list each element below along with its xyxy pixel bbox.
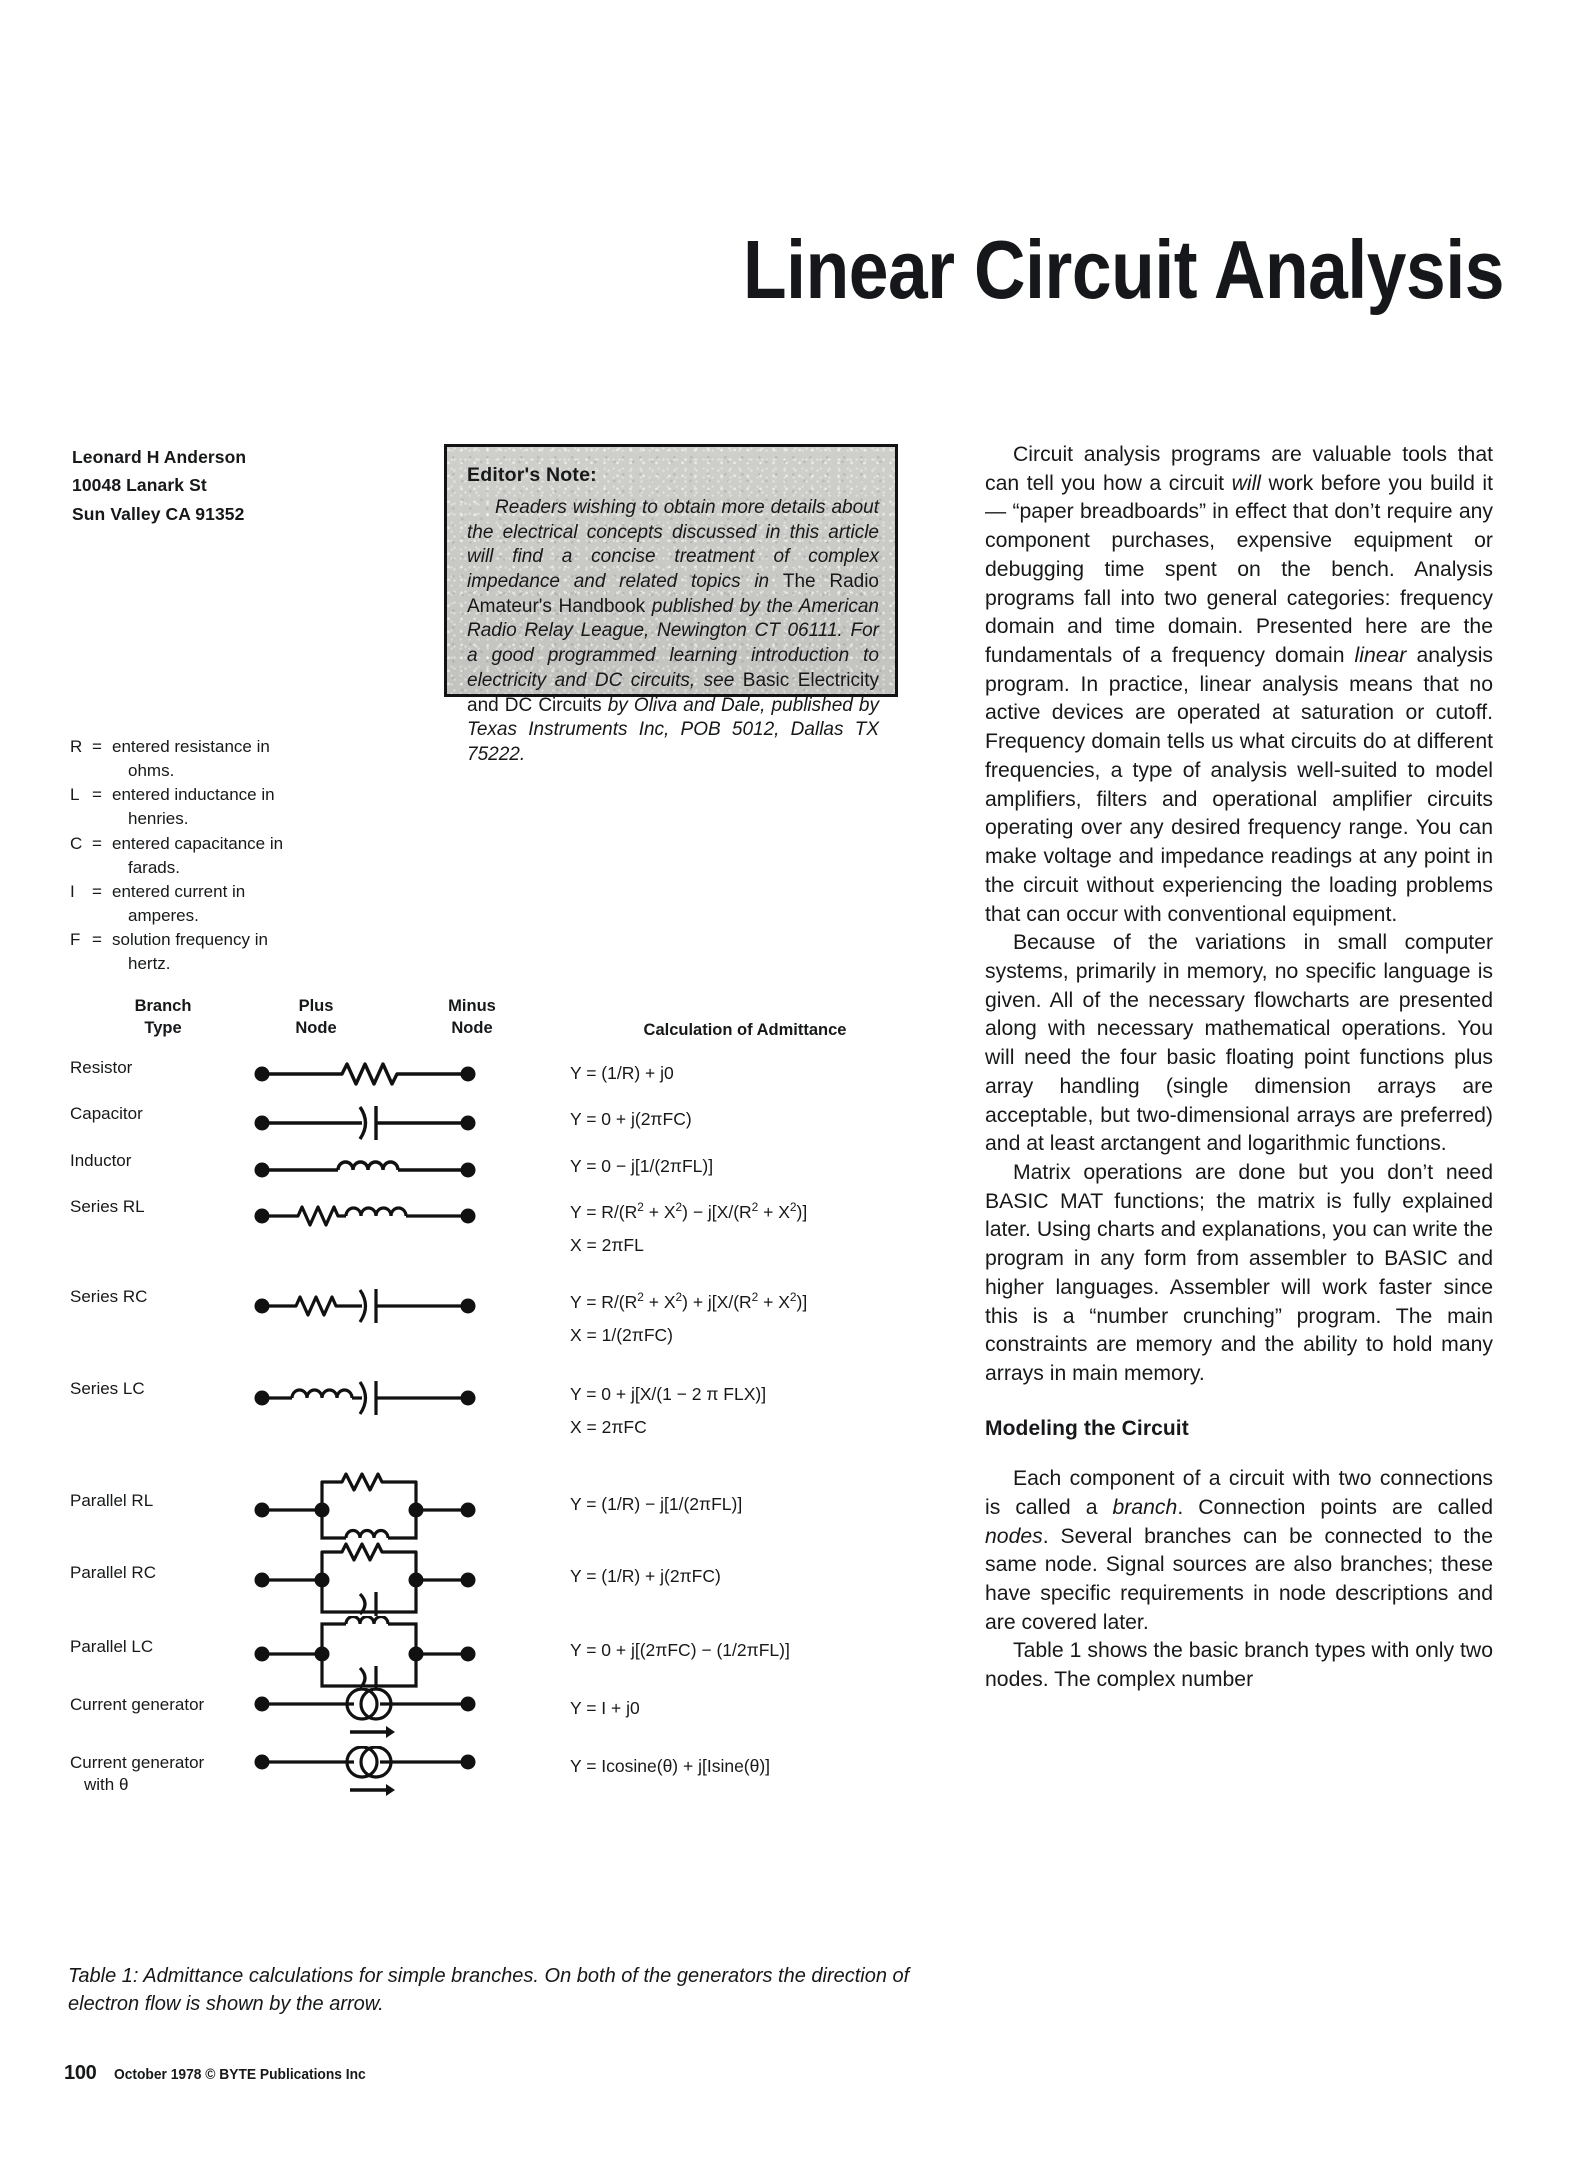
page-title: Linear Circuit Analysis <box>742 222 1504 316</box>
author-street: 10048 Lanark St <box>72 475 207 496</box>
table-row <box>70 1746 950 1806</box>
footer-imprint: October 1978 © BYTE Publications Inc <box>114 2066 367 2083</box>
author-block <box>72 443 402 528</box>
legend-definition: entered current in amperes. <box>112 881 246 925</box>
legend-symbol: R <box>70 737 83 756</box>
column-header-plus-node: Plus Node <box>295 997 337 1038</box>
variable-legend <box>70 735 400 976</box>
current-generator-theta-symbol <box>250 1746 500 1806</box>
section-subhead: Modeling the Circuit <box>985 1416 1189 1440</box>
row-label: Parallel RC <box>70 1563 156 1582</box>
legend-equals: = <box>92 881 102 901</box>
row-calculation: Y = I + j0 <box>570 1698 640 1718</box>
legend-item <box>70 735 400 783</box>
branch-table <box>70 995 950 1806</box>
row-calculation: Y = 0 + j[(2πFC) − (1/2πFL)] <box>570 1640 790 1660</box>
row-label: Parallel LC <box>70 1637 154 1656</box>
legend-definition: entered inductance in henries. <box>112 785 275 829</box>
author-name: Leonard H Anderson <box>72 447 247 467</box>
legend-item <box>70 832 400 880</box>
calc-line-2: X = 1/(2πFC) <box>570 1325 674 1346</box>
row-label: Inductor <box>70 1151 132 1170</box>
row-calculation <box>570 1196 950 1263</box>
body-paragraph-5: Table 1 shows the basic branch types with only two nodes. The complex number <box>985 1639 1493 1692</box>
column-header-branch-type: Branch Type <box>134 997 192 1038</box>
parallel-lc-symbol <box>250 1616 500 1688</box>
legend-symbol: F <box>70 930 81 949</box>
note-seg-2: The Radio Amateur's Handbook <box>467 571 879 617</box>
parallel-rl-symbol <box>250 1472 500 1542</box>
table-row <box>70 1378 950 1472</box>
row-label: Current generator with θ <box>70 1753 205 1795</box>
legend-item <box>70 880 400 928</box>
row-calculation: Y = 0 + j(2πFC) <box>570 1109 692 1129</box>
series-rl-symbol <box>250 1196 500 1286</box>
row-label: Capacitor <box>70 1104 143 1123</box>
table-row <box>70 1286 950 1378</box>
legend-equals: = <box>92 785 102 805</box>
current-generator-symbol <box>250 1688 500 1746</box>
row-calculation: Y = (1/R) + j0 <box>570 1063 674 1083</box>
parallel-rc-symbol <box>250 1542 500 1616</box>
row-label: Resistor <box>70 1058 133 1077</box>
row-calculation <box>570 1378 950 1445</box>
body-paragraph-4: Each component of a circuit with two connections is called a branch. Connection points are called nodes. Several branches can be connected to the same node. Signal sources are also branches; these have specific requirements in node descriptions and are covered later. <box>985 1467 1493 1634</box>
table-row <box>70 1196 950 1286</box>
note-seg-1: Readers wishing to obtain more details about the electrical concepts discussed in this article will find a concise treatment of complex impedance and related topics in <box>467 497 879 593</box>
editors-note-body <box>465 496 879 768</box>
legend-item <box>70 783 400 831</box>
column-header-minus-node: Minus Node <box>448 997 496 1038</box>
body-paragraph-2: Because of the variations in small computer systems, primarily in memory, no specific language is given. All of the necessary flowcharts are presented along with necessary mathematical operations. You will need the four basic floating point functions plus array handling (single dimension arrays are acceptable, but two-dimensional arrays are preferred) and at least arctangent and logarithmic functions. <box>985 931 1493 1156</box>
table-header-row <box>70 995 950 1057</box>
table-row <box>70 1057 950 1103</box>
table-row <box>70 1688 950 1746</box>
article-body <box>985 441 1493 1695</box>
series-rc-symbol <box>250 1286 500 1378</box>
series-lc-symbol <box>250 1378 500 1472</box>
note-seg-5: by Oliva and Dale, published by Texas Instruments Inc, POB 5012, Dallas TX 75222. <box>467 694 879 765</box>
legend-equals: = <box>92 737 102 756</box>
table-row <box>70 1542 950 1616</box>
legend-definition: solution frequency in hertz. <box>112 930 268 974</box>
body-paragraph-3: Matrix operations are done but you don’t need BASIC MAT functions; the matrix is fully explained later. Using charts and explanations, you can write the program in any form from assembler to BASIC and higher languages. Assembler will work faster since this is a “number crunching” program. The main constraints are memory and the ability to hold many arrays in main memory. <box>985 1160 1493 1385</box>
row-label: Series LC <box>70 1379 145 1398</box>
table-row <box>70 1616 950 1688</box>
calc-line-1: $Y = R/(R^2 + X^2) - j[X/(R^2 + X^2)]$ <box>570 1200 808 1222</box>
row-label: Parallel RL <box>70 1491 154 1510</box>
editors-note-box <box>444 444 898 765</box>
inductor-symbol <box>250 1150 500 1196</box>
capacitor-symbol <box>250 1103 500 1150</box>
row-calculation: Y = (1/R) + j(2πFC) <box>570 1566 721 1586</box>
legend-definition: entered capacitance in farads. <box>112 833 284 877</box>
table-row <box>70 1472 950 1542</box>
row-label: Series RC <box>70 1287 148 1306</box>
table-row <box>70 1103 950 1150</box>
table-caption: Table 1: Admittance calculations for simple branches. On both of the generators the direction of electron flow is shown by the arrow. <box>68 1965 910 2016</box>
calc-line-2: X = 2πFC <box>570 1417 647 1438</box>
row-label: Current generator <box>70 1695 205 1714</box>
column-header-calculation: Calculation of Admittance <box>643 1021 847 1039</box>
legend-equals: = <box>92 833 102 853</box>
row-label: Series RL <box>70 1197 145 1216</box>
row-calculation: Y = (1/R) − j[1/(2πFL)] <box>570 1494 743 1514</box>
author-city-state-zip: Sun Valley CA 91352 <box>72 503 245 524</box>
legend-equals: = <box>92 930 102 949</box>
row-calculation: Y = Icosine(θ) + j[Isine(θ)] <box>570 1756 771 1776</box>
legend-symbol: L <box>70 785 80 805</box>
note-seg-4: Basic Electricity and DC Circuits <box>467 669 879 716</box>
calc-line-1: $Y = R/(R^2 + X^2) + j[X/(R^2 + X^2)]$ <box>570 1290 808 1312</box>
calc-line-1: Y = 0 + j[X/(1 − 2 π FLX)] <box>570 1384 767 1404</box>
page-number: 100 <box>64 2062 97 2084</box>
resistor-symbol <box>250 1057 500 1103</box>
calc-line-2: X = 2πFL <box>570 1235 644 1256</box>
table-row <box>70 1150 950 1196</box>
page-footer <box>64 2062 388 2085</box>
row-calculation <box>570 1286 950 1353</box>
legend-symbol: C <box>70 833 83 853</box>
editors-note-heading: Editor's Note: <box>467 464 597 486</box>
body-paragraph-1: Circuit analysis programs are valuable tools that can tell you how a circuit will work before you build it — “paper breadboards” in effect that don’t require any component purchases, expensive equipment or debugging time spent on the bench. Analysis programs fall into two general categories: frequency domain and time domain. Presented here are the fundamentals of a frequency domain linear analysis program. In practice, linear analysis means that no active devices are operated at saturation or cutoff. Frequency domain tells us what circuits do at different frequencies, a type of analysis well-suited to model amplifiers, filters and operational amplifier circuits operating over any desired frequency range. You can make voltage and impedance readings at any point in the circuit without experiencing the loading problems that can occur with conventional equipment. <box>985 443 1493 926</box>
legend-item <box>70 928 400 976</box>
legend-definition: entered resistance in ohms. <box>112 737 270 781</box>
row-calculation: Y = 0 − j[1/(2πFL)] <box>570 1156 714 1176</box>
legend-symbol: I <box>70 881 75 901</box>
note-seg-3: published by the American Radio Relay League, Newington CT 06111. For a good programmed learning introduction to electricity and DC circuits, see <box>467 595 879 691</box>
